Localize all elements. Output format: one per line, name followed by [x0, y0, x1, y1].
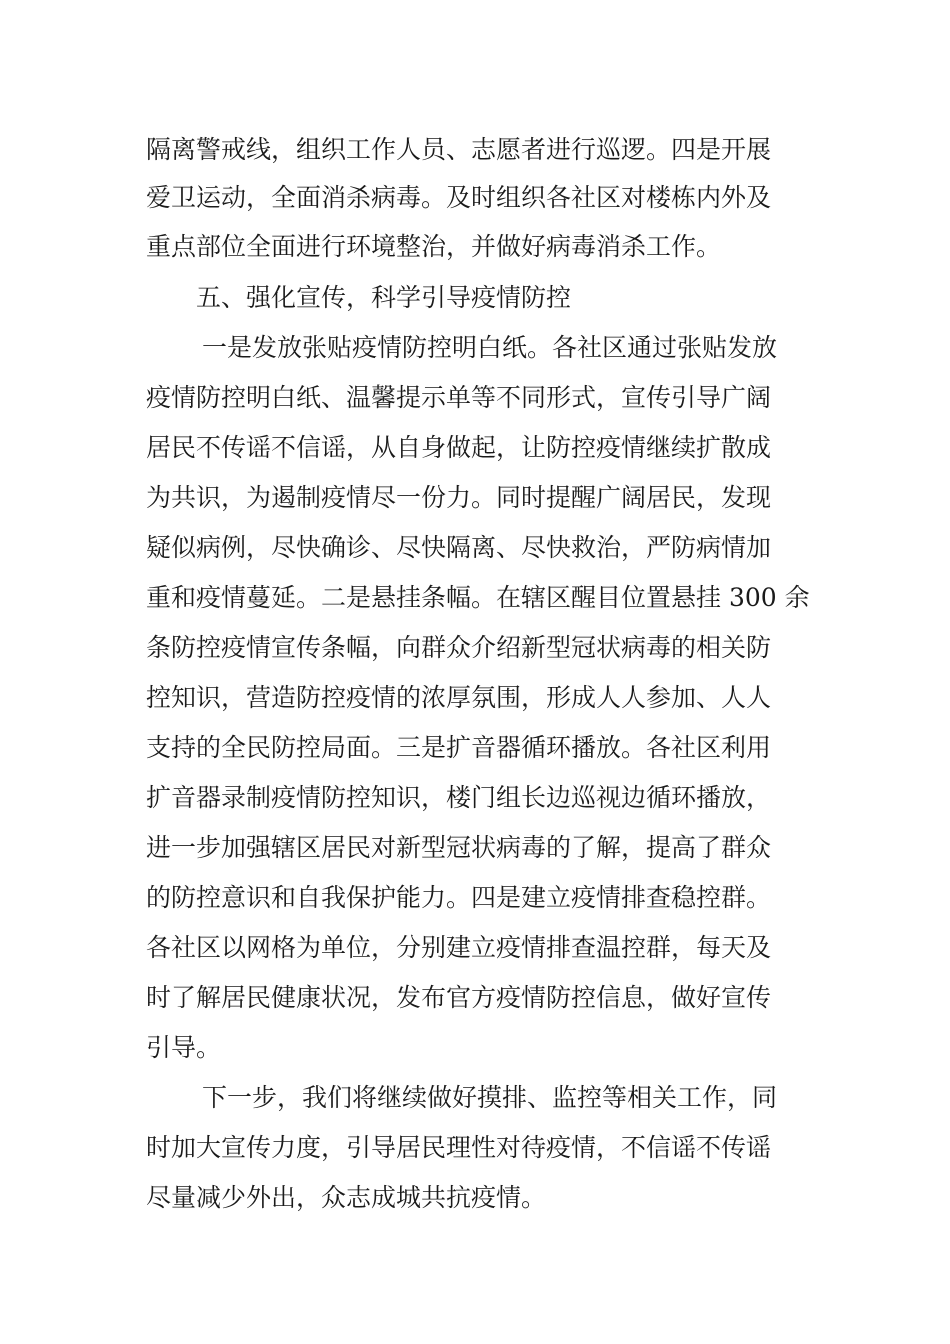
text-line: 控知识，营造防控疫情的浓厚氛围，形成人人参加、人人 [146, 683, 772, 712]
text-line: 疑似病例，尽快确诊、尽快隔离、尽快救治，严防病情加 [146, 533, 772, 562]
text-line: 隔离警戒线，组织工作人员、志愿者进行巡逻。四是开展 [146, 135, 772, 164]
text-line: 尽量减少外出，众志成城共抗疫情。 [146, 1183, 547, 1212]
text-line: 支持的全民防控局面。三是扩音器循环播放。各社区利用 [146, 733, 772, 762]
text-line: 一是发放张贴疫情防控明白纸。各社区通过张贴发放 [202, 333, 778, 362]
text-line: 引导。 [146, 1033, 222, 1062]
text-line: 条防控疫情宣传条幅，向群众介绍新型冠状病毒的相关防 [146, 633, 772, 662]
text-line: 重点部位全面进行环境整治，并做好病毒消杀工作。 [146, 232, 722, 261]
text-line: 时加大宣传力度，引导居民理性对待疫情，不信谣不传谣 [146, 1133, 772, 1162]
text-line: 居民不传谣不信谣，从自身做起，让防控疫情继续扩散成 [146, 433, 772, 462]
text-line: 各社区以网格为单位，分别建立疫情排查温控群，每天及 [146, 933, 772, 962]
section-heading: 五、强化宣传，科学引导疫情防控 [196, 283, 572, 312]
text-line: 重和疫情蔓延。二是悬挂条幅。在辖区醒目位置悬挂 300 余 [146, 583, 810, 612]
text-line: 爱卫运动，全面消杀病毒。及时组织各社区对楼栋内外及 [146, 183, 772, 212]
text-line: 的防控意识和自我保护能力。四是建立疫情排查稳控群。 [146, 883, 772, 912]
text-line: 扩音器录制疫情防控知识，楼门组长边巡视边循环播放， [146, 783, 772, 812]
text-line: 进一步加强辖区居民对新型冠状病毒的了解，提高了群众 [146, 833, 772, 862]
text-line: 下一步，我们将继续做好摸排、监控等相关工作，同 [202, 1083, 778, 1112]
text-line: 时了解居民健康状况，发布官方疫情防控信息，做好宣传 [146, 983, 772, 1012]
text-line: 疫情防控明白纸、温馨提示单等不同形式，宣传引导广阔 [146, 383, 772, 412]
text-line: 为共识，为遏制疫情尽一份力。同时提醒广阔居民，发现 [146, 483, 772, 512]
